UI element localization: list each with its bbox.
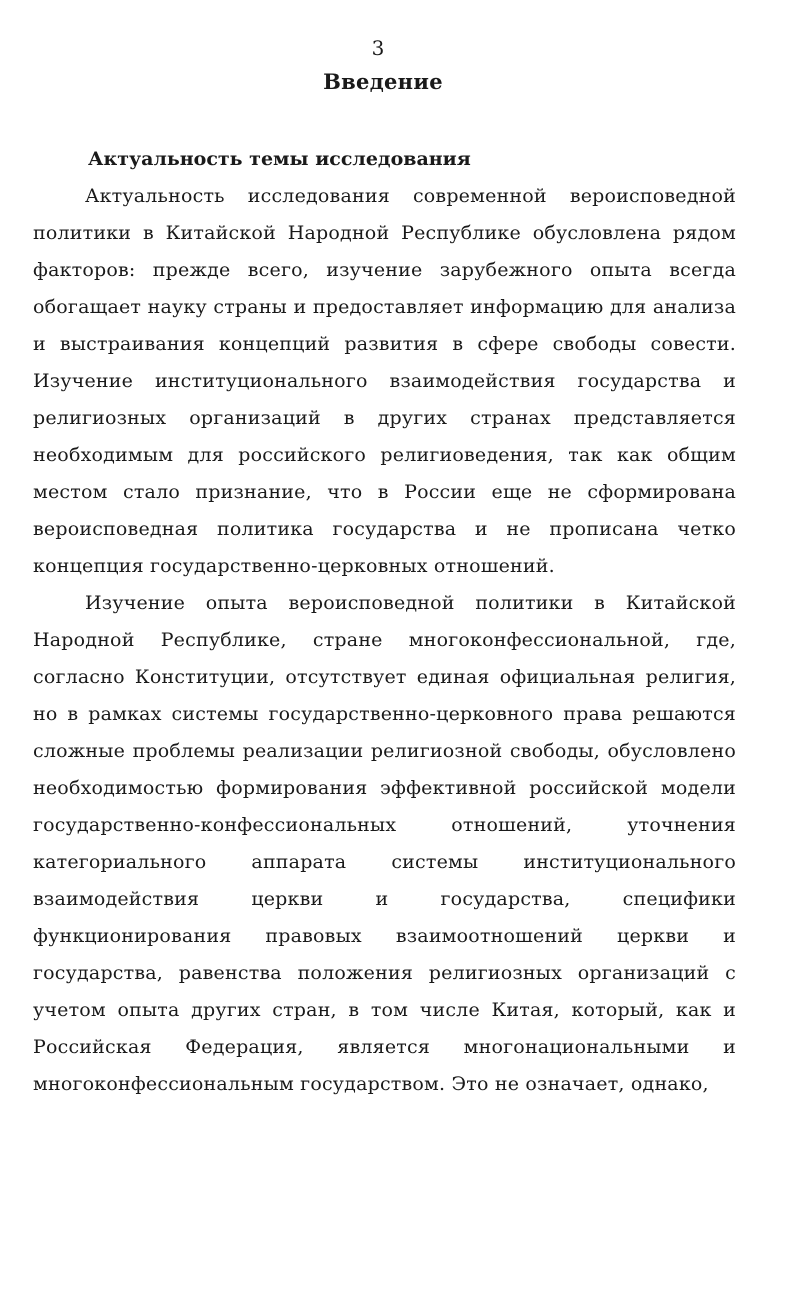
section-heading: Актуальность темы исследования bbox=[88, 148, 471, 170]
body-text bbox=[33, 178, 736, 1103]
page-title: Введение bbox=[323, 69, 443, 94]
page-number: 3 bbox=[371, 36, 385, 60]
paragraph-2: Изучение опыта вероисповедной политики в Китайской Народной Республике, стране многоконфессиональной, где, согласно Конституции, отсутствует единая официальная религия, но в рамках системы государственно-церковного права решаются сложные проблемы реализации религиозной свободы, обусловлено необходимостью формирования эффективной российской модели государственно-конфессиональных отношений, уточнения категориального аппарата системы институционального взаимодействия церкви и государства, специфики функционирования правовых взаимоотношений церкви и государства, равенства положения религиозных организаций с учетом опыта других стран, в том числе Китая, который, как и Российская Федерация, является многонациональными и многоконфессиональным государством. Это не означает, однако, bbox=[33, 592, 736, 1095]
paragraph-1: Актуальность исследования современной вероисповедной политики в Китайской Народной Республике обусловлена рядом факторов: прежде всего, изучение зарубежного опыта всегда обогащает науку страны и предоставляет информацию для анализа и выстраивания концепций развития в сфере свободы совести. Изучение институционального взаимодействия государства и религиозных организаций в других странах представляется необходимым для российского религиоведения, так как общим местом стало признание, что в России еще не сформирована вероисповедная политика государства и не прописана четко концепция государственно-церковных отношений. bbox=[33, 185, 736, 577]
